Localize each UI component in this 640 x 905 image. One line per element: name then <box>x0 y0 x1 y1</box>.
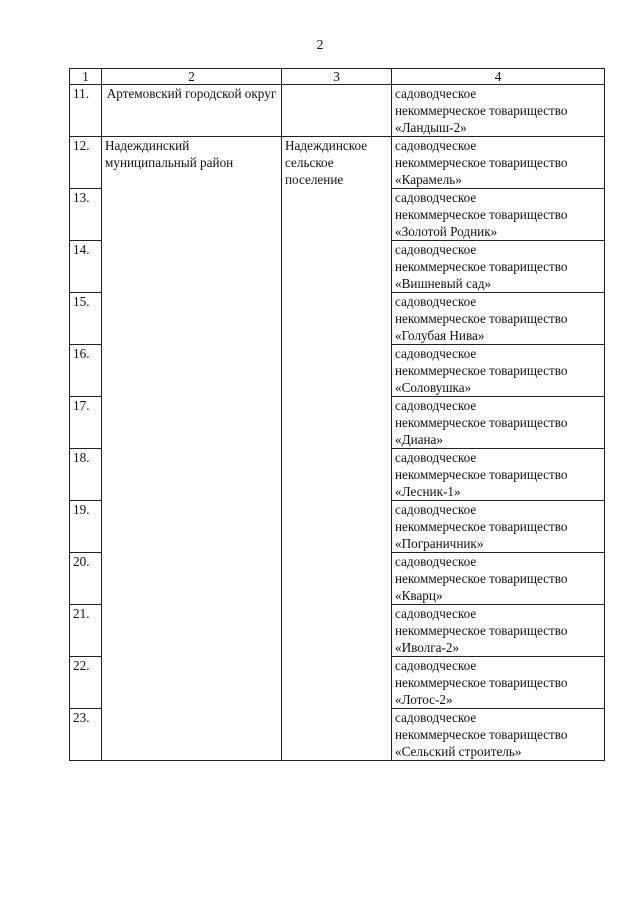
organization-line: садоводческое <box>395 450 477 465</box>
organization-line: некоммерческое товарищество <box>395 259 568 274</box>
organization-cell <box>392 189 605 241</box>
organization-line: садоводческое <box>395 138 477 153</box>
organization-line: некоммерческое товарищество <box>395 207 568 222</box>
organization-line: некоммерческое товарищество <box>395 311 568 326</box>
organization-name: «Кварц» <box>395 588 443 603</box>
organization-line: некоммерческое товарищество <box>395 519 568 534</box>
row-number: 11. <box>70 85 102 137</box>
header-cell: 3 <box>282 69 392 85</box>
table-row <box>70 85 605 137</box>
organization-cell <box>392 657 605 709</box>
row-number: 13. <box>70 189 102 241</box>
organization-line: садоводческое <box>395 502 477 517</box>
table-row <box>70 137 605 189</box>
table-header-row <box>70 69 605 85</box>
organization-name: «Лотос-2» <box>395 692 453 707</box>
row-number: 15. <box>70 293 102 345</box>
organization-line: некоммерческое товарищество <box>395 103 568 118</box>
organization-line: некоммерческое товарищество <box>395 623 568 638</box>
row-number: 16. <box>70 345 102 397</box>
organization-name: «Вишневый сад» <box>395 276 492 291</box>
organization-line: садоводческое <box>395 86 477 101</box>
organization-cell <box>392 241 605 293</box>
row-number: 12. <box>70 137 102 189</box>
organization-cell <box>392 553 605 605</box>
organization-cell <box>392 345 605 397</box>
organization-name: «Диана» <box>395 432 444 447</box>
organization-line: некоммерческое товарищество <box>395 415 568 430</box>
organization-name: «Соловушка» <box>395 380 472 395</box>
organization-cell <box>392 137 605 189</box>
settlement-cell: Надеждинское сельское поселение <box>282 137 392 761</box>
row-number: 23. <box>70 709 102 761</box>
header-cell: 4 <box>392 69 605 85</box>
organization-line: садоводческое <box>395 294 477 309</box>
organization-line: садоводческое <box>395 710 477 725</box>
page-number: 2 <box>316 38 324 53</box>
row-number: 18. <box>70 449 102 501</box>
organization-line: садоводческое <box>395 242 477 257</box>
organization-line: некоммерческое товарищество <box>395 675 568 690</box>
row-number: 19. <box>70 501 102 553</box>
organization-name: «Сельский строитель» <box>395 744 522 759</box>
organization-line: садоводческое <box>395 606 477 621</box>
organization-name: «Пограничник» <box>395 536 484 551</box>
header-cell: 2 <box>102 69 282 85</box>
organization-cell <box>392 397 605 449</box>
district-cell: Надеждинский муниципальный район <box>102 137 282 761</box>
organization-line: садоводческое <box>395 398 477 413</box>
organization-line: некоммерческое товарищество <box>395 571 568 586</box>
organization-name: «Голубая Нива» <box>395 328 485 343</box>
header-cell: 1 <box>70 69 102 85</box>
organization-name: «Лесник-1» <box>395 484 461 499</box>
row-number: 14. <box>70 241 102 293</box>
settlement-cell <box>282 85 392 137</box>
district-cell: Артемовский городской округ <box>102 85 282 137</box>
organization-line: садоводческое <box>395 346 477 361</box>
organization-cell <box>392 85 605 137</box>
organization-cell <box>392 605 605 657</box>
row-number: 17. <box>70 397 102 449</box>
organization-name: «Золотой Родник» <box>395 224 498 239</box>
organization-cell <box>392 709 605 761</box>
organization-name: «Иволга-2» <box>395 640 460 655</box>
row-number: 22. <box>70 657 102 709</box>
organization-line: некоммерческое товарищество <box>395 155 568 170</box>
organization-line: садоводческое <box>395 658 477 673</box>
row-number: 20. <box>70 553 102 605</box>
organization-line: некоммерческое товарищество <box>395 363 568 378</box>
organization-cell <box>392 293 605 345</box>
organization-name: «Карамель» <box>395 172 462 187</box>
organization-line: садоводческое <box>395 190 477 205</box>
organization-name: «Ландыш-2» <box>395 120 467 135</box>
organization-line: садоводческое <box>395 554 477 569</box>
organization-line: некоммерческое товарищество <box>395 727 568 742</box>
organization-cell <box>392 449 605 501</box>
document-table <box>69 68 605 761</box>
organization-cell <box>392 501 605 553</box>
row-number: 21. <box>70 605 102 657</box>
organization-line: некоммерческое товарищество <box>395 467 568 482</box>
